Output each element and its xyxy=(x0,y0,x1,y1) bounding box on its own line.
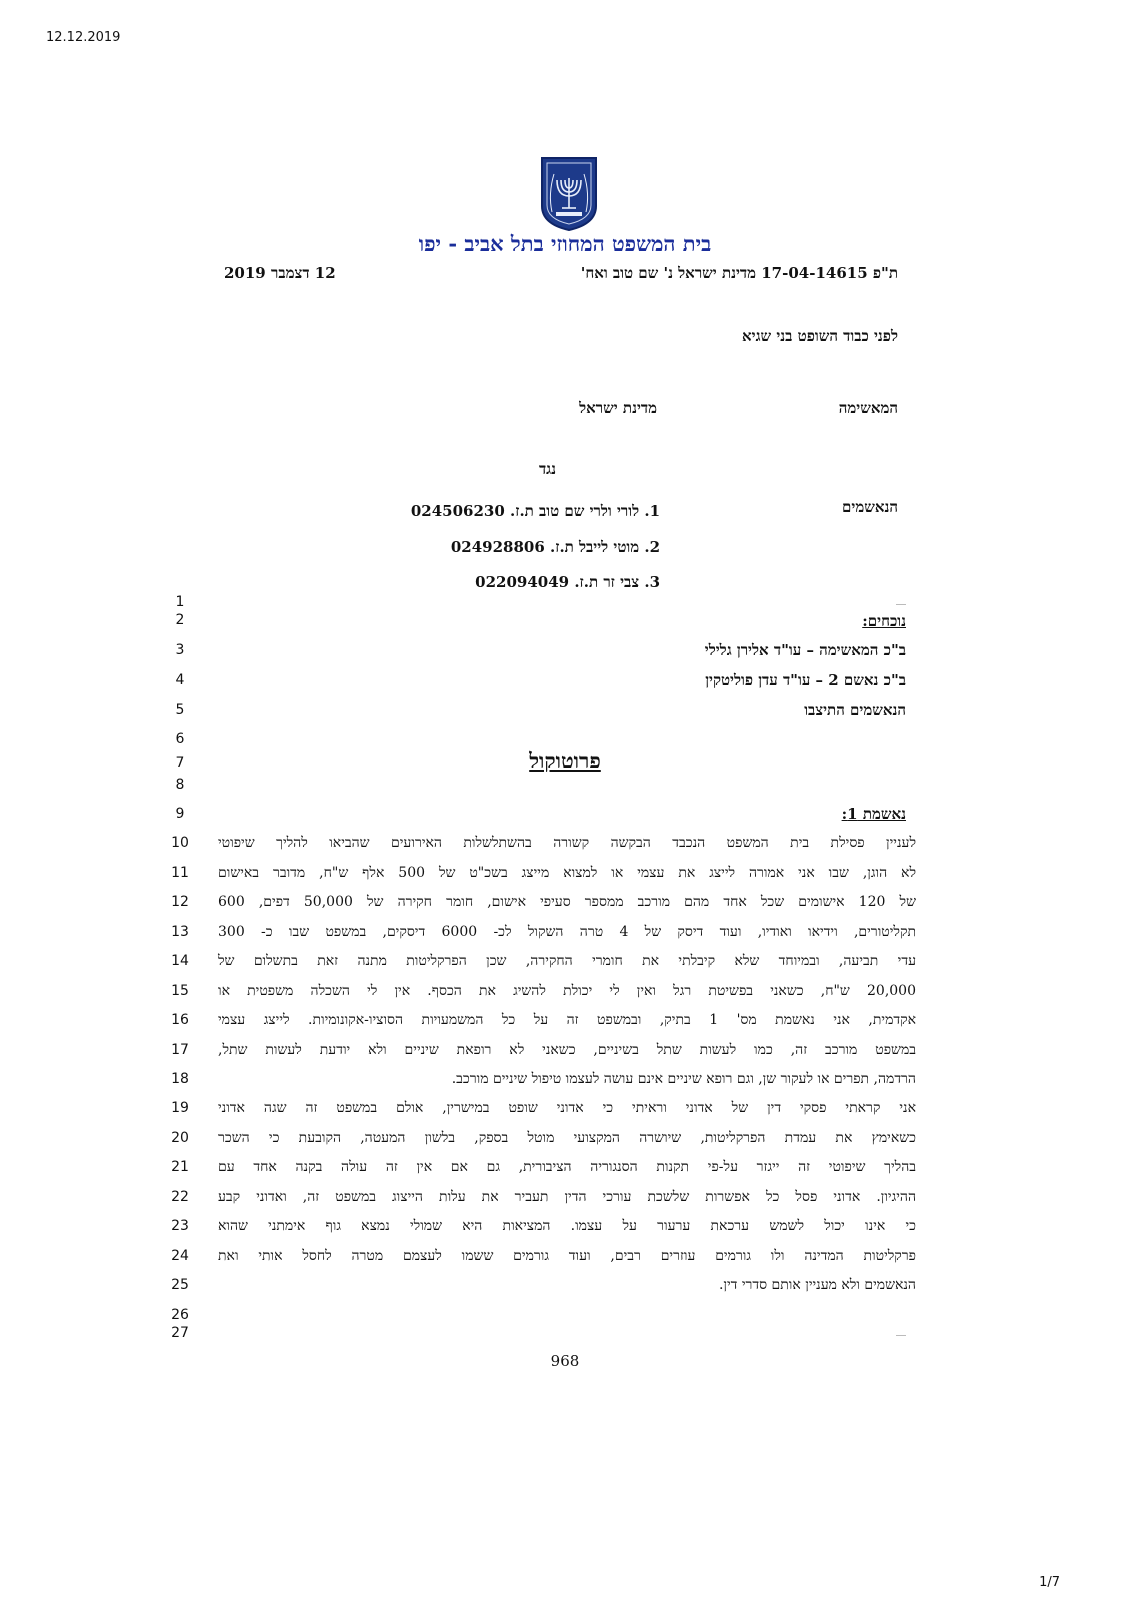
prosecution-label: המאשימה xyxy=(838,399,898,417)
line-number: 24 xyxy=(171,1248,189,1264)
line-number: 6 xyxy=(175,731,185,747)
prosecution-name: מדינת ישראל xyxy=(579,399,657,417)
body-line: כי אינו יכול לשמש ערכאת ערעור על עצמו. המציאות היא שמולי נמצא גוף אימתני שהוא xyxy=(218,1218,916,1234)
line-number: 16 xyxy=(171,1012,189,1028)
body-line: אקדמית, אני נאשמת מס' 1 בתיק, ובמשפט זה על כל המשמעויות הסוציו-אקונומיות. לייצג עצמי xyxy=(218,1012,916,1028)
line-number: 11 xyxy=(171,865,189,881)
line-number: 17 xyxy=(171,1042,189,1058)
line-number: 22 xyxy=(171,1189,189,1205)
margin-tick xyxy=(896,1335,906,1336)
line-number: 18 xyxy=(171,1071,189,1087)
body-line: פרקליטות המדינה ולו גורמים עוזרים רבים, ועוד גורמים ששמו לעצמם מטרה לחסל אותי ואת xyxy=(218,1248,916,1264)
line-number: 13 xyxy=(171,924,189,940)
court-name: בית המשפט המחוזי בתל אביב - יפו xyxy=(418,231,712,256)
line-number: 15 xyxy=(171,983,189,999)
line-number: 2 xyxy=(175,612,185,628)
judge-line: לפני כבוד השופט בני שגיא xyxy=(742,327,898,345)
case-line: ת"פ 17-04-14615 מדינת ישראל נ' שם טוב ואח' xyxy=(580,264,898,282)
body-line: במשפט מורכב זה, כמו לעשות שתל בשיניים, כשאני לא רופאת שיניים ולא יודעת לעשות שתל, xyxy=(218,1042,916,1058)
print-date: 12.12.2019 xyxy=(46,30,121,45)
body-line: כשאימץ את עמדת הפרקליטות, שיושרה המקצועי מוטל בספק, בלשון המעטה, הקובעת כי השכר xyxy=(218,1130,916,1146)
body-line: הרדמה, תפרים או לעקור שן, וגם רופא שיניים אינם עושה לעצמו טיפול שיניים מורכב. xyxy=(451,1071,916,1087)
present-defendants: הנאשמים התיצבו xyxy=(804,701,906,719)
line-number: 20 xyxy=(171,1130,189,1146)
line-number: 27 xyxy=(171,1325,189,1341)
state-emblem-icon xyxy=(538,156,600,232)
defendant-1-heading: נאשמת 1: xyxy=(841,805,906,823)
defendant-2: 2. מוטי לייבל ת.ז. 024928806 xyxy=(450,538,660,556)
line-number: 5 xyxy=(175,702,185,718)
body-line: תקליטורים, וידיאו ואודיו, ועוד דיסק של 4 טרה השקול לכ- 6000 דיסקים, במשפט שבו כ- 300 xyxy=(218,924,916,940)
line-number: 4 xyxy=(175,672,185,688)
line-number: 7 xyxy=(175,755,185,771)
case-date: 12 דצמבר 2019 xyxy=(224,264,336,282)
page-number: 968 xyxy=(550,1352,580,1370)
defendant-1: 1. לורי ולרי שם טוב ת.ז. 024506230 xyxy=(410,502,660,520)
versus: נגד xyxy=(538,460,556,478)
body-line: ההיגיון. אדוני פסל כל אפשרות שלשכת עורכי הדין תעביר את עלות הייצוג במשפט זה, ואדוני קבע xyxy=(218,1189,916,1205)
body-line: לא הוגן, שבו אני אמורה לייצג את עצמי או למצוא מייצג בשכ"ט של 500 אלף ש"ח, מדובר באישום xyxy=(218,865,916,881)
line-number: 19 xyxy=(171,1100,189,1116)
body-line: אני קראתי פסקי דין של אדוני וראיתי כי אדוני שופט במישרין, אולם במשפט זה שגה אדוני xyxy=(218,1100,916,1116)
defendants-label: הנאשמים xyxy=(842,498,898,516)
defendant-3: 3. צבי זר ת.ז. 022094049 xyxy=(475,573,660,591)
body-line: עדי תביעה, ובמיוחד שלא קיבלתי את חומרי החקירה, שכן הפרקליטות מתנה זאת בתשלום של xyxy=(218,953,916,969)
line-number: 3 xyxy=(175,642,185,658)
line-number: 8 xyxy=(175,777,185,793)
body-line: 20,000 ש"ח, כשאני בפשיטת רגל ואין לי יכולת להשיג את הכסף. אין לי השכלה משפטית או xyxy=(218,983,916,999)
present-label: נוכחים: xyxy=(862,612,906,630)
line-number: 14 xyxy=(171,953,189,969)
margin-tick xyxy=(896,604,906,605)
line-number: 25 xyxy=(171,1277,189,1293)
present-defense-counsel: ב"כ נאשם 2 – עו"ד עדן פוליטקין xyxy=(705,671,906,689)
line-number: 21 xyxy=(171,1159,189,1175)
line-number: 26 xyxy=(171,1307,189,1323)
body-line: לעניין פסילת בית המשפט הנכבד הבקשה קשורה בהשתלשלות האירועים שהביאו להליך שיפוטי xyxy=(218,835,916,851)
protocol-title: פרוטוקול xyxy=(529,748,601,773)
body-line: בהליך שיפוטי זה ייגזר על-פי תקנות הסנגוריה הציבורית, גם אם אין זה עולה בקנה אחד עם xyxy=(218,1159,916,1175)
line-number: 9 xyxy=(175,806,185,822)
body-line: הנאשמים ולא מעניין אותם סדרי דין. xyxy=(718,1277,916,1293)
line-number: 10 xyxy=(171,835,189,851)
body-line: של 120 אישומים שכל אחד מהם מורכב ממספר סעיפי אישום, חומר חקירה של 50,000 דפים, 600 xyxy=(218,894,916,910)
line-number: 12 xyxy=(171,894,189,910)
line-number: 23 xyxy=(171,1218,189,1234)
present-prosecution-counsel: ב"כ המאשימה – עו"ד אלירן גלילי xyxy=(704,641,906,659)
page-counter: 1/7 xyxy=(1039,1575,1060,1590)
line-number: 1 xyxy=(175,594,185,610)
